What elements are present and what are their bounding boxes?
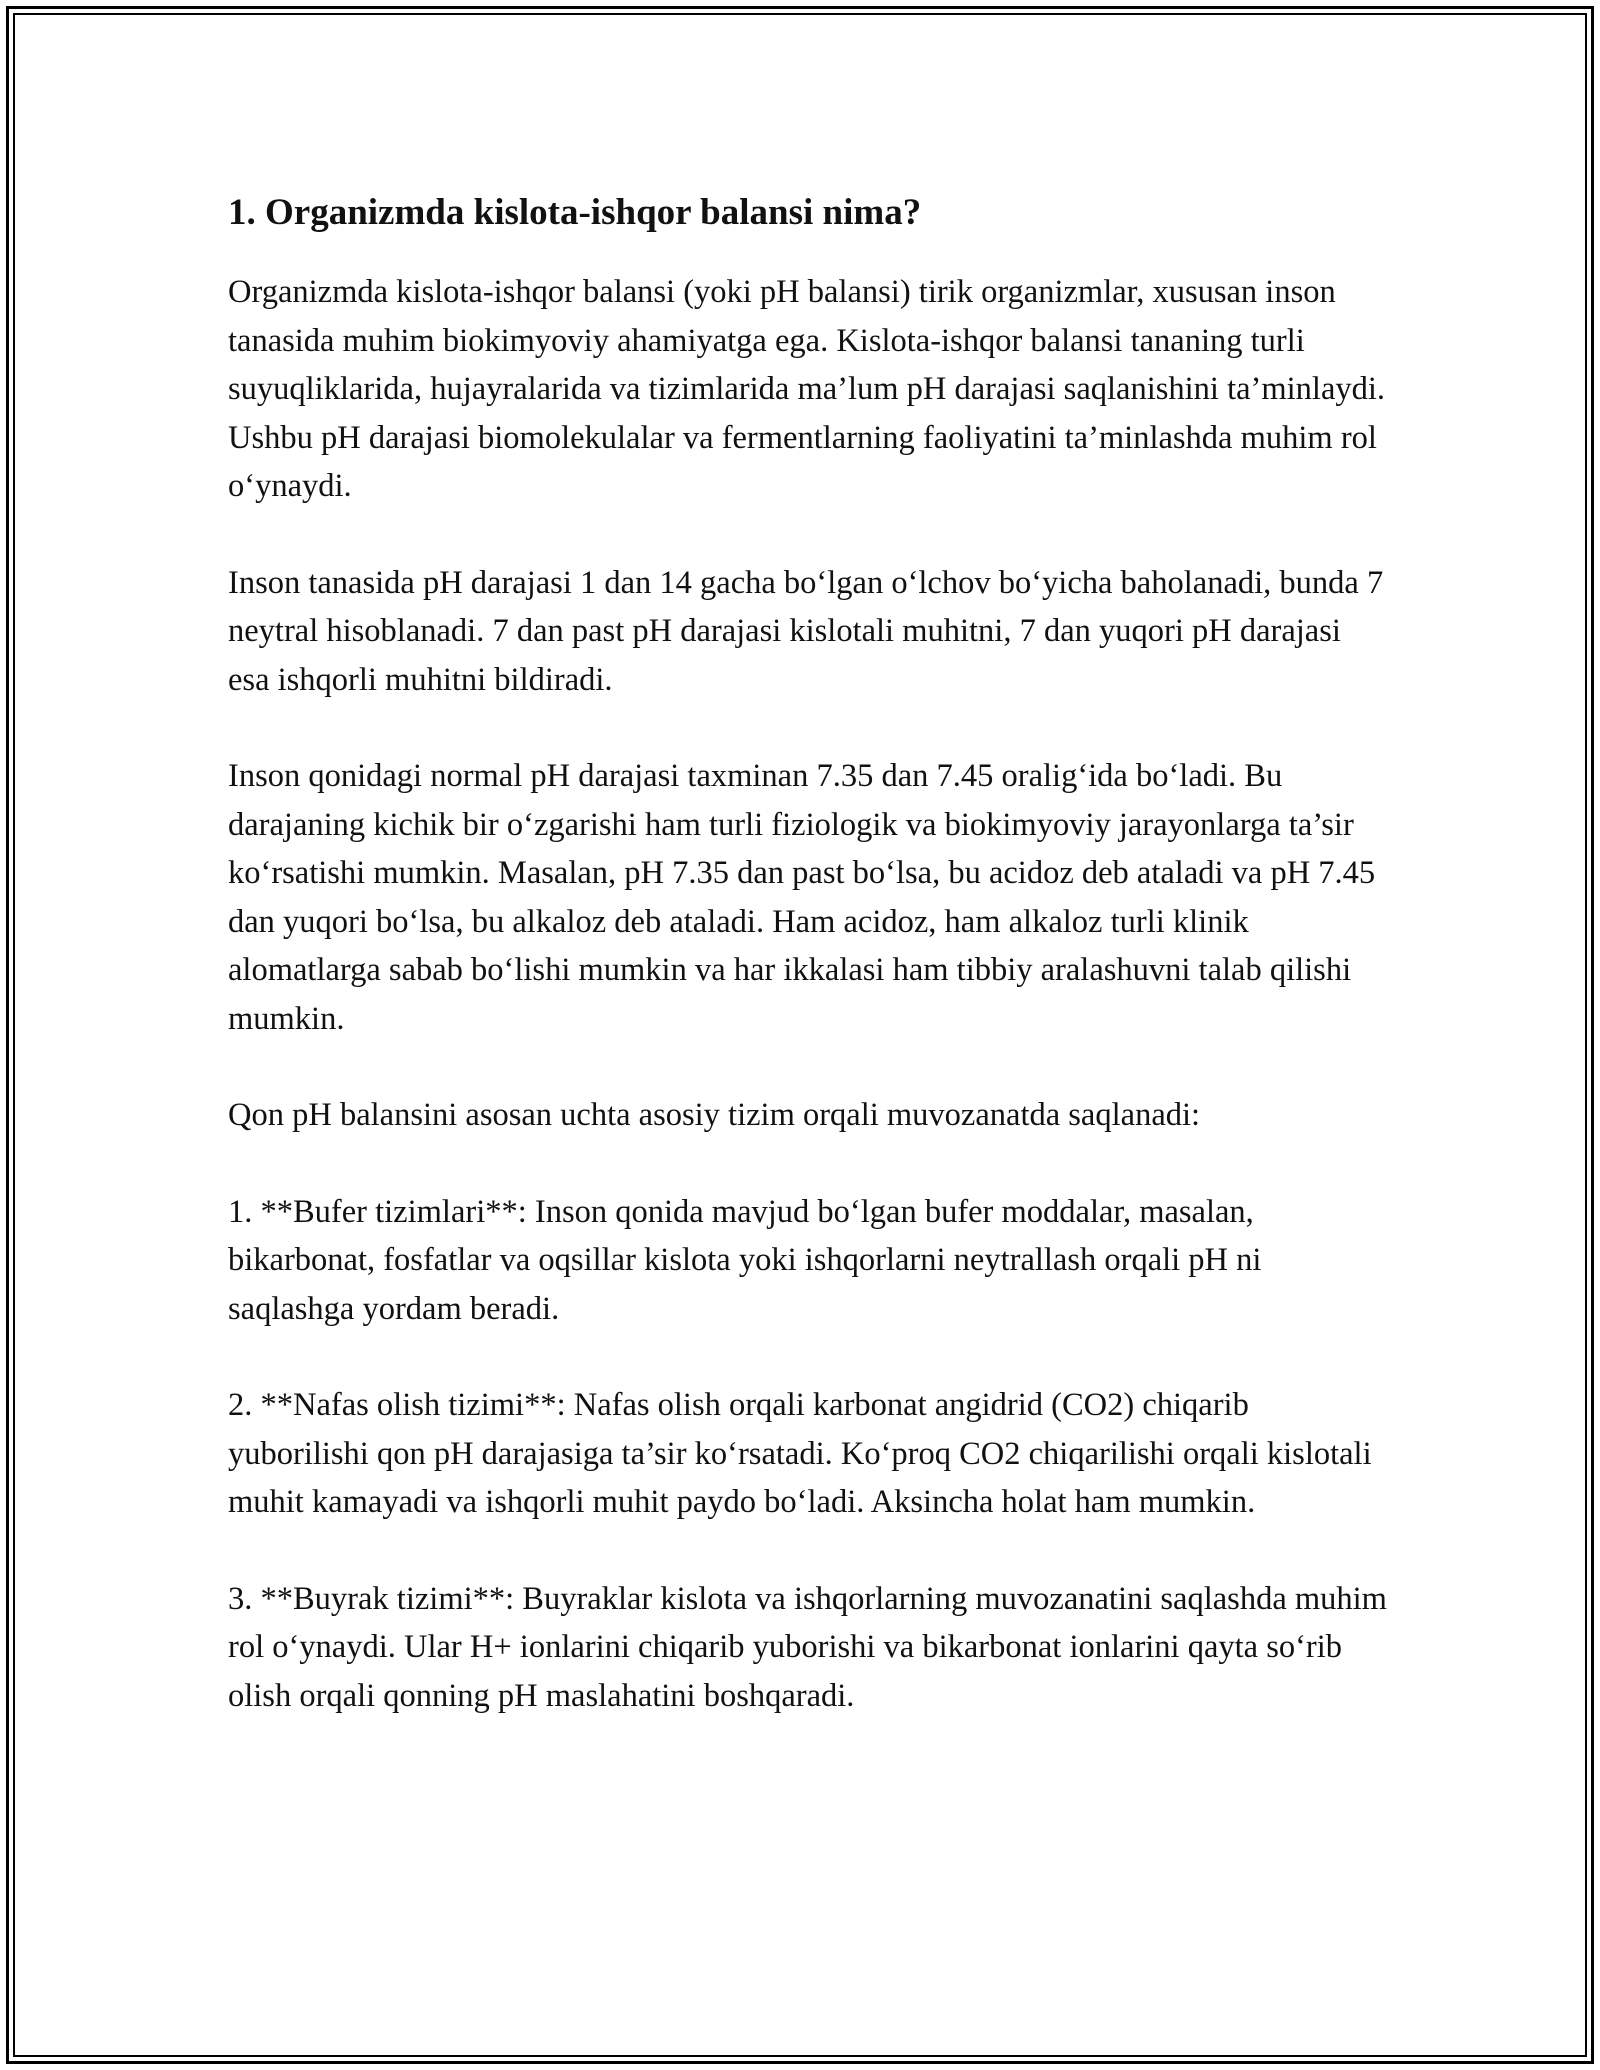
paragraph-renal-system: 3. **Buyrak tizimi**: Buyraklar kislota va ishqorlarning muvozanatini saqlashda muhim rol o‘ynaydi. Ular H+ ionlarini chiqarib yuborishi va bikarbonat ionlarini qayta so‘rib olish orqali qonning pH maslahatini boshqaradi.: [228, 1580, 1387, 1714]
document-title: 1. Organizmda kislota-ishqor balansi nima?: [228, 192, 922, 233]
paragraph-intro: Organizmda kislota-ishqor balansi (yoki pH balansi) tirik organizmlar, xususan inson tanasida muhim biokimyoviy ahamiyatga ega. Kislota-ishqor balansi tananing turli suyuqliklarida, hujayralarida va tizimlarida ma’lum pH darajasi saqlanishini ta’minlaydi. Ushbu pH darajasi biomolekulalar va fermentlarning faoliyatini ta’minlashda muhim rol o‘ynaydi.: [228, 274, 1386, 504]
paragraph-blood-ph: Inson qonidagi normal pH darajasi taxminan 7.35 dan 7.45 oralig‘ida bo‘ladi. Bu darajaning kichik bir o‘zgarishi ham turli fiziologik va biokimyoviy jarayonlarga ta’sir ko‘rsatishi mumkin. Masalan, pH 7.35 dan past bo‘lsa, bu acidoz deb ataladi va pH 7.45 dan yuqori bo‘lsa, bu alkaloz deb ataladi. Ham acidoz, ham alkaloz turli klinik alomatlarga sabab bo‘lishi mumkin va har ikkalasi ham tibbiy aralashuvni talab qilishi mumkin.: [228, 758, 1376, 1037]
paragraph-buffer-systems: 1. **Bufer tizimlari**: Inson qonida mavjud bo‘lgan bufer moddalar, masalan, bikarbonat, fosfatlar va oqsillar kislota yoki ishqorlarni neytrallash orqali pH ni saqlashga yordam beradi.: [228, 1193, 1262, 1327]
document-body: [228, 180, 1388, 1720]
paragraph-systems-intro: Qon pH balansini asosan uchta asosiy tizim orqali muvozanatda saqlanadi:: [228, 1097, 1201, 1133]
paragraph-respiratory-system: 2. **Nafas olish tizimi**: Nafas olish orqali karbonat angidrid (CO2) chiqarib yuborilishi qon pH darajasiga ta’sir ko‘rsatadi. Ko‘proq CO2 chiqarilishi orqali kislotali muhit kamayadi va ishqorli muhit paydo bo‘ladi. Aksincha holat ham mumkin.: [228, 1387, 1372, 1520]
paragraph-ph-scale: Inson tanasida pH darajasi 1 dan 14 gacha bo‘lgan o‘lchov bo‘yicha baholanadi, bunda 7 neytral hisoblanadi. 7 dan past pH darajasi kislotali muhitni, 7 dan yuqori pH darajasi esa ishqorli muhitni bildiradi.: [228, 564, 1384, 698]
